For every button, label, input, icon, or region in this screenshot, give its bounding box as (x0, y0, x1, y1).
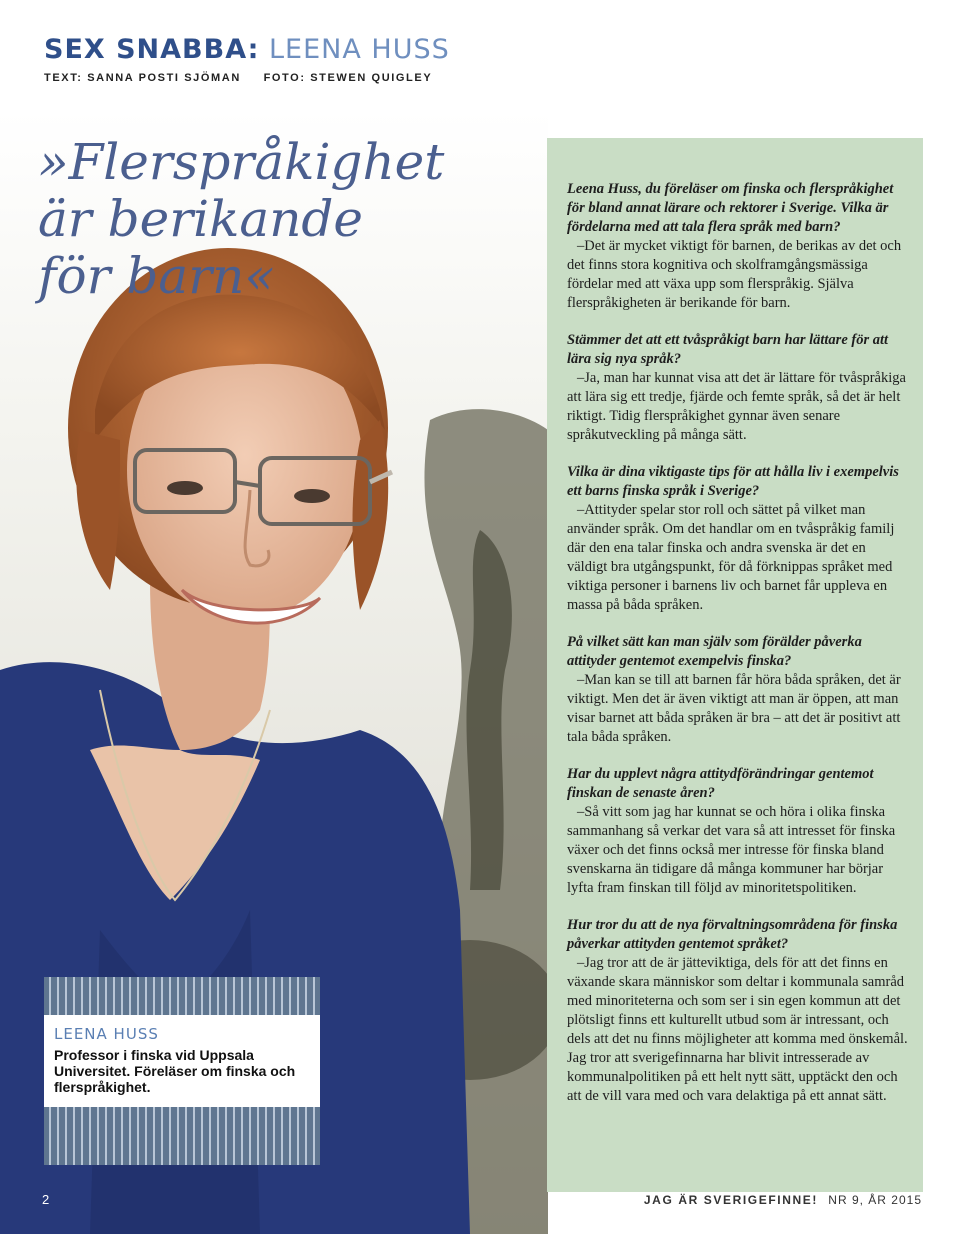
answer: –Så vitt som jag har kunnat se och höra i olika finska sammanhang så verkar det vara så att intresset för finska växer och det finns också mer intresse för finska bland svenskarna än tidigare då många kommuner har börjar lyfta fram finskan till följd av minoritetspolitiken. (567, 804, 896, 896)
answer: –Jag tror att de är jätteviktiga, dels för att det finns en växande skara människor som deltar i kommunala samråd med minoriteterna och som ser i sin egen kommun att det plötsligt finns ett kulturellt utbud som är intressant, och dels att det nu finns möjligheter att komma med önskemål. Jag tror att sverigefinnarna har blivit intresserade av kommunalpolitiken på ett helt nytt sätt, upptäckt den och att de vill vara med och vara delaktiga på ett annat sätt. (567, 955, 908, 1104)
answer: –Ja, man har kunnat visa att det är lättare för tvåspråkiga att lära sig ett tredje, fjärde och femte språk, så det är helt riktigt. Tidig flerspråkighet gynnar även senare språkutveckling på många sätt. (567, 370, 906, 443)
answer: –Attityder spelar stor roll och sättet på vilket man använder språk. Om det handlar om en tvåspråkig familj där den ena talar finska och andra svenska är det en väldigt bra utgångspunkt, för då förknippas språket med viktiga personer i barnens liv och barnet får uppleva en massa på båda språken. (567, 502, 895, 613)
interview-content (567, 180, 909, 1124)
footer (644, 1193, 922, 1207)
qa-block (567, 331, 909, 445)
issue-info: NR 9, ÅR 2015 (828, 1193, 922, 1207)
person-name: LEENA HUSS (269, 34, 450, 65)
qa-block (567, 180, 909, 313)
photo-credit: FOTO: STEWEN QUIGLEY (263, 72, 433, 84)
series-label: SEX SNABBA: (44, 34, 260, 65)
question: Leena Huss, du föreläser om finska och flerspråkighet för bland annat lärare och rektorer i Sverige. Vilka är fördelarna med att tala flera språk med barn? (567, 181, 894, 235)
qa-block (567, 916, 909, 1106)
answer: –Man kan se till att barnen får höra båda språken, det är viktigt. Men det är även viktigt att man är öppen, att man visar barnet att båda språken är bra – att det är positivt att tala båda språken. (567, 672, 901, 745)
question: Har du upplevt några attitydförändringar gentemot finskan de senaste åren? (567, 766, 874, 801)
magazine-name: JAG ÄR SVERIGEFINNE! (643, 1193, 818, 1207)
headline-line-2: är berikande (38, 190, 363, 248)
headline-line-3: för barn« (38, 247, 275, 305)
question: Stämmer det att ett tvåspråkigt barn har lättare för att lära sig nya språk? (567, 332, 889, 367)
headline (38, 133, 445, 305)
question: Hur tror du att de nya förvaltningsområdena för finska påverkar attityden gentemot språket? (567, 917, 898, 952)
caption-name: LEENA HUSS (54, 1025, 159, 1043)
caption-box (44, 977, 320, 1165)
byline (44, 72, 432, 84)
qa-block (567, 463, 909, 615)
caption-text: Professor i finska vid Uppsala Universitet. Föreläser om finska och flerspråkighet. (54, 1047, 296, 1095)
qa-block (567, 633, 909, 747)
page-number: 2 (42, 1192, 50, 1207)
headline-line-1: »Flerspråkighet (38, 133, 445, 191)
qa-block (567, 765, 909, 898)
interview-panel (547, 138, 923, 1192)
question: På vilket sätt kan man själv som förälder påverka attityder gentemot exempelvis finska? (567, 634, 862, 669)
answer: –Det är mycket viktigt för barnen, de berikas av det och det finns stora kognitiva och skolframgångsmässiga fördelar med att växa upp som flerspråkig. Själva flerspråkigheten är berikande för barn. (567, 238, 902, 311)
question: Vilka är dina viktigaste tips för att hålla liv i exempelvis ett barns finska språk i Sverige? (567, 464, 899, 499)
caption-content (44, 1015, 320, 1107)
text-credit: TEXT: SANNA POSTI SJÖMAN (44, 72, 241, 84)
series-title (44, 34, 450, 65)
